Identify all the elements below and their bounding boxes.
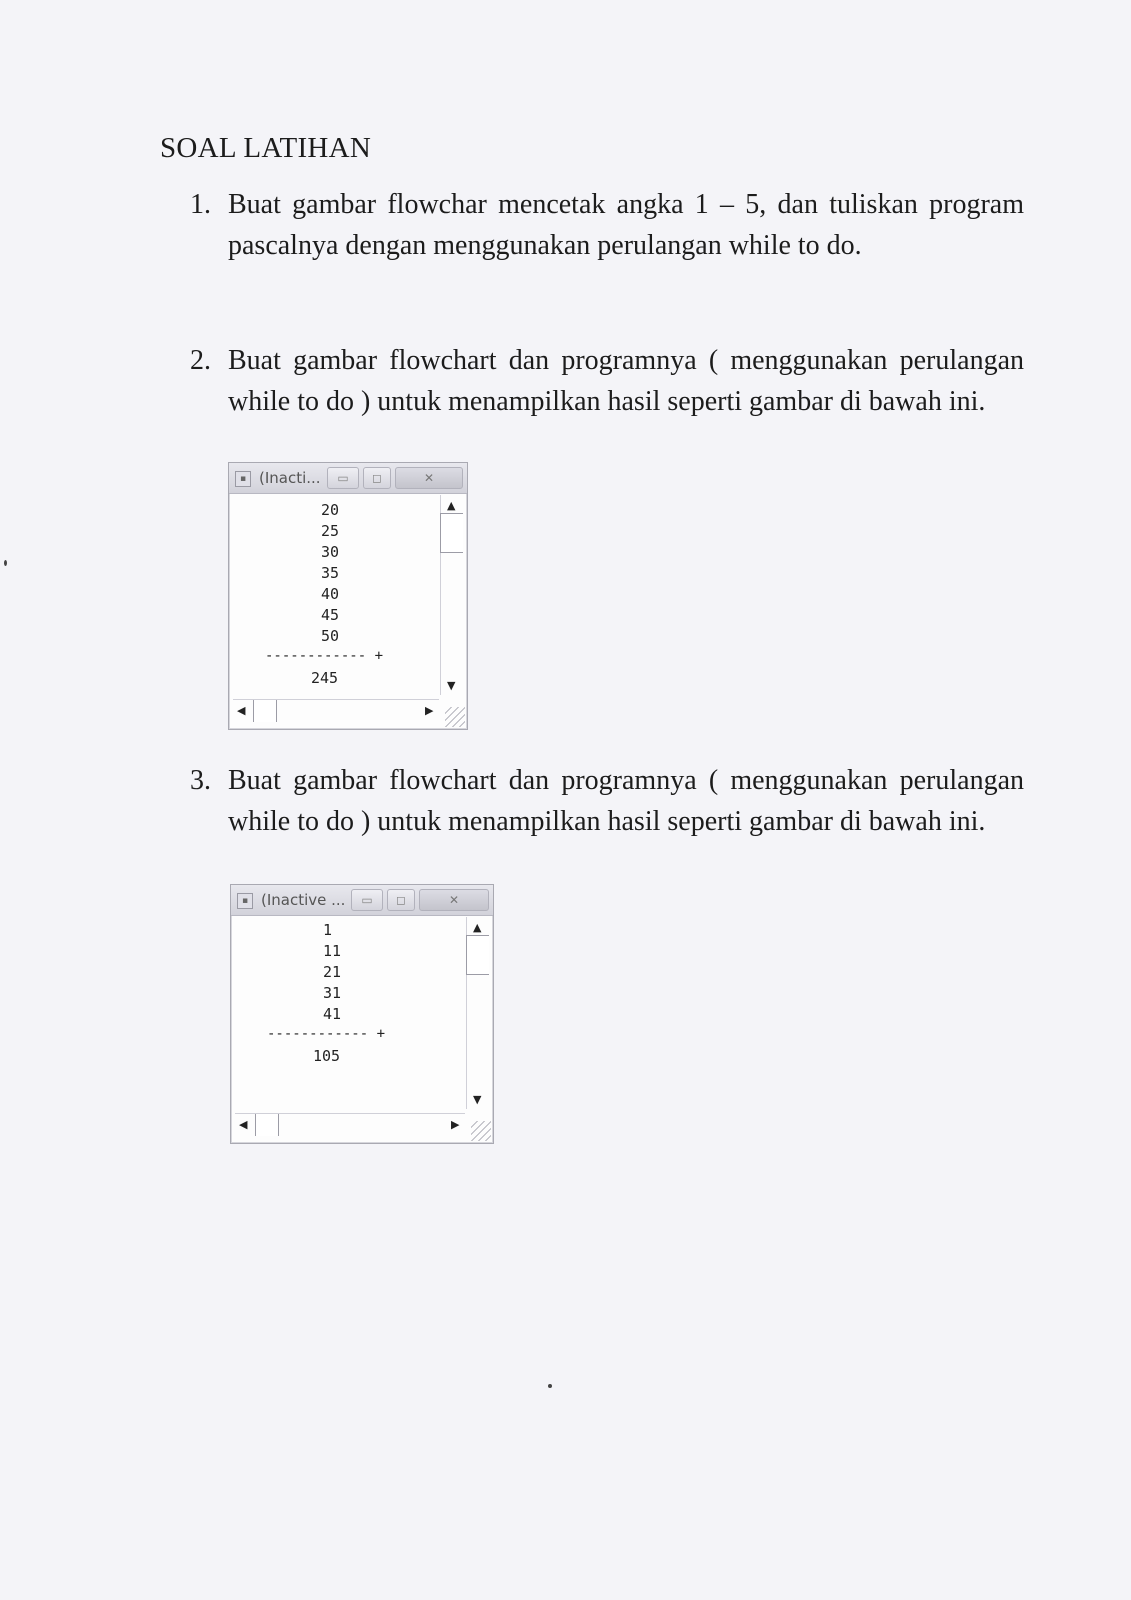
page-heading: SOAL LATIHAN: [160, 132, 372, 164]
close-button[interactable]: [395, 467, 463, 489]
output-line: 41: [323, 1005, 342, 1023]
output-line: 35: [321, 564, 340, 582]
output-total: 105: [313, 1047, 341, 1065]
question-number: 2.: [190, 345, 211, 376]
maximize-icon: ◻: [396, 893, 406, 907]
minimize-button[interactable]: [351, 889, 383, 911]
scroll-thumb[interactable]: [466, 935, 489, 975]
resize-grip[interactable]: [445, 707, 465, 727]
question-2: [190, 340, 1024, 422]
output-line: 11: [323, 942, 342, 960]
arrow-left-icon[interactable]: ◀: [239, 1118, 248, 1131]
window-title: (Inactive ...: [261, 891, 346, 909]
output-separator: ------------ +: [267, 1026, 386, 1042]
minimize-button[interactable]: [327, 467, 359, 489]
question-3: [190, 760, 1024, 842]
arrow-up-icon[interactable]: ▲: [473, 921, 482, 934]
output-line: 45: [321, 606, 340, 624]
output-line: 40: [321, 585, 340, 603]
maximize-icon: ◻: [372, 471, 382, 485]
arrow-right-icon[interactable]: ▶: [425, 704, 434, 717]
scroll-thumb[interactable]: [255, 1114, 279, 1136]
vertical-scrollbar[interactable]: [466, 917, 489, 1109]
title-bar[interactable]: [231, 885, 493, 916]
question-text: Buat gambar flowchar mencetak angka 1 – 5, dan tuliskan program pascalnya dengan menggunakan perulangan while to do.: [228, 189, 1024, 261]
minimize-icon: ▭: [337, 471, 349, 485]
arrow-down-icon[interactable]: ▼: [473, 1093, 482, 1106]
minimize-icon: ▭: [361, 893, 373, 907]
output-line: 25: [321, 522, 340, 540]
scan-speck: [4, 560, 7, 566]
system-menu-icon[interactable]: ▪: [237, 893, 253, 909]
arrow-right-icon[interactable]: ▶: [451, 1118, 460, 1131]
scroll-thumb[interactable]: [253, 700, 277, 722]
horizontal-scrollbar[interactable]: [235, 1113, 465, 1136]
scan-speck: [548, 1384, 552, 1388]
question-1: [190, 184, 1024, 266]
console-window-q3[interactable]: [230, 884, 494, 1144]
close-button[interactable]: [419, 889, 489, 911]
output-line: 50: [321, 627, 340, 645]
output-line: 30: [321, 543, 340, 561]
output-line: 31: [323, 984, 342, 1002]
horizontal-scrollbar[interactable]: [233, 699, 439, 722]
console-window-q2[interactable]: [228, 462, 468, 730]
close-icon: ✕: [448, 893, 460, 907]
arrow-left-icon[interactable]: ◀: [237, 704, 246, 717]
output-line: 21: [323, 963, 342, 981]
output-line: 1: [323, 921, 333, 939]
output-separator: ------------ +: [265, 648, 384, 664]
question-text: Buat gambar flowchart dan programnya ( menggunakan perulangan while to do ) untuk menampilkan hasil seperti gambar di bawah ini.: [228, 765, 1024, 837]
arrow-down-icon[interactable]: ▼: [447, 679, 456, 692]
scroll-thumb[interactable]: [440, 513, 463, 553]
window-title: (Inacti...: [259, 469, 321, 487]
question-number: 3.: [190, 765, 211, 796]
close-icon: ✕: [423, 471, 435, 485]
vertical-scrollbar[interactable]: [440, 495, 463, 695]
maximize-button[interactable]: [363, 467, 391, 489]
resize-grip[interactable]: [471, 1121, 491, 1141]
question-number: 1.: [190, 189, 211, 220]
output-total: 245: [311, 669, 339, 687]
output-line: 20: [321, 501, 340, 519]
question-text: Buat gambar flowchart dan programnya ( menggunakan perulangan while to do ) untuk menampilkan hasil seperti gambar di bawah ini.: [228, 345, 1024, 417]
maximize-button[interactable]: [387, 889, 415, 911]
arrow-up-icon[interactable]: ▲: [447, 499, 456, 512]
system-menu-icon[interactable]: ▪: [235, 471, 251, 487]
title-bar[interactable]: [229, 463, 467, 494]
